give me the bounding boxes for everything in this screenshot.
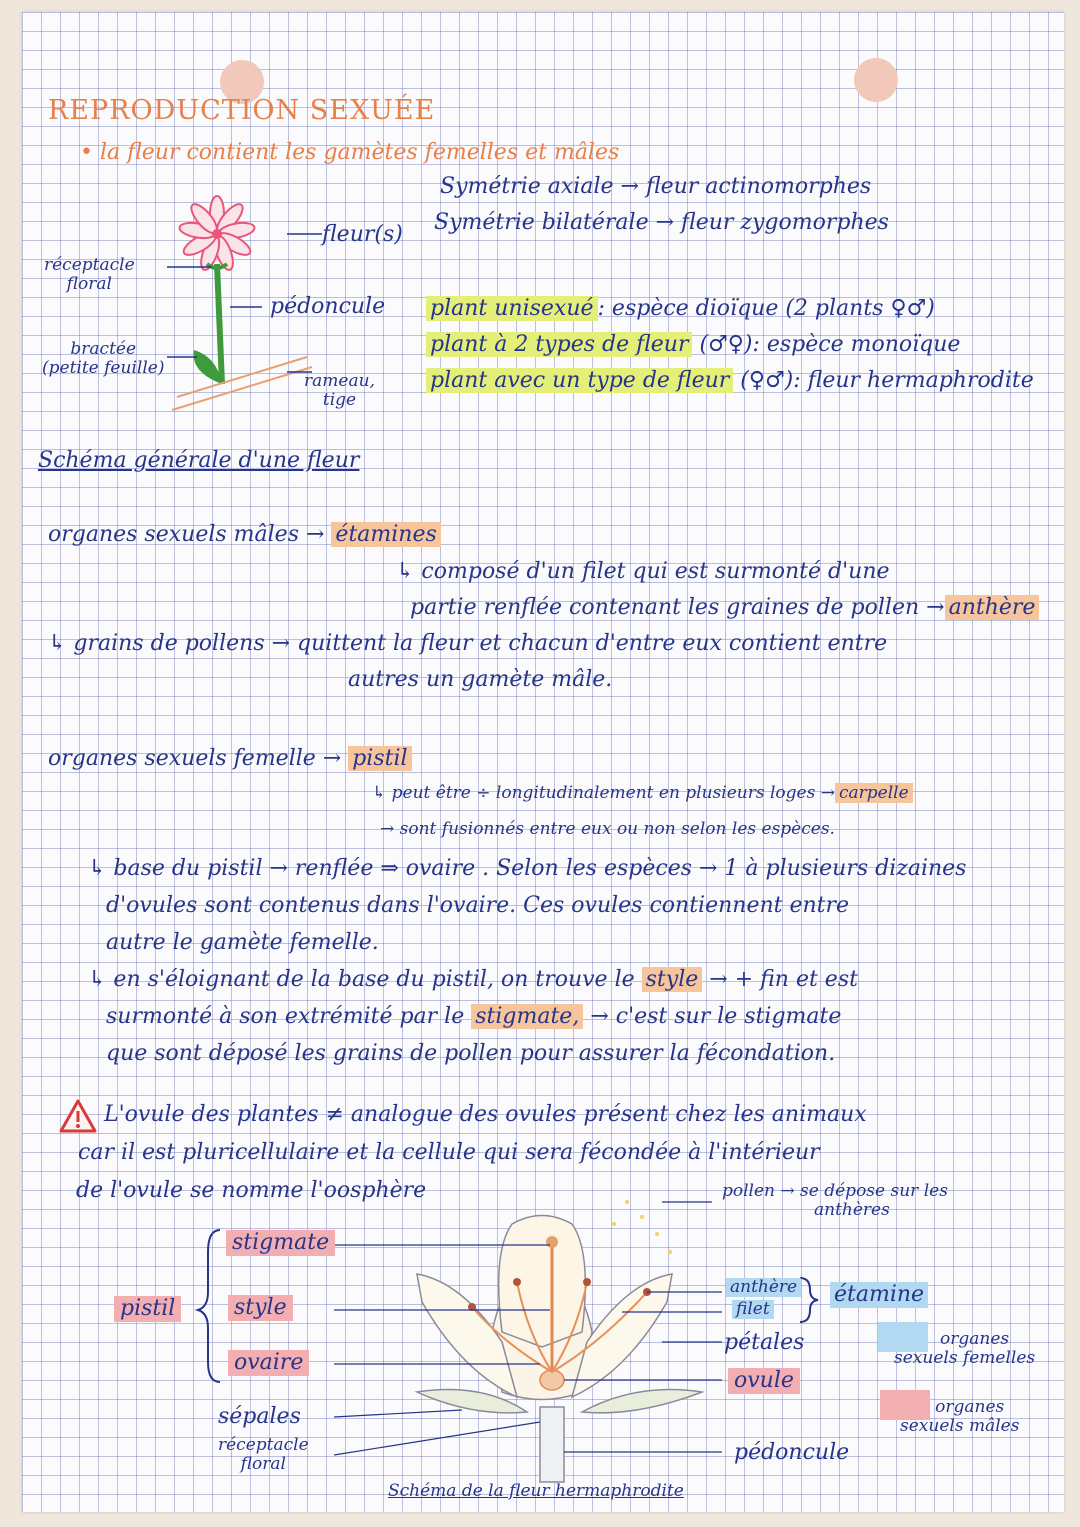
warning-text: L'ovule des plantes ≠ analogue des ovules présent chez les animaux car il est pluricellulaire et la cellule qui sera fécondée à l'intérieur de l'ovule se nomme l'oosphère [76, 1102, 867, 1203]
notebook-page [22, 12, 1064, 1512]
label-rameau: rameau, tige [304, 371, 375, 410]
legend-male: organes sexuels mâles [900, 1397, 1020, 1436]
label-bractee: bractée (petite feuille) [42, 339, 165, 378]
diagram-caption-general: Schéma générale d'une fleur [38, 448, 360, 473]
male-line-4: autres un gamète mâle. [348, 667, 613, 692]
page-subtitle: • la fleur contient les gamètes femelles et mâles [80, 140, 620, 165]
label-petales: pétales [724, 1330, 805, 1355]
symmetry-axial: Symétrie axiale → fleur actinomorphes [440, 174, 872, 199]
male-line-2: partie renflée contenant les graines de pollen → anthère [410, 595, 1039, 621]
label-etamine: étamine [830, 1282, 928, 1308]
legend-female: organes sexuels femelles [894, 1329, 1036, 1368]
diagram-caption-hermaphrodite: Schéma de la fleur hermaphrodite [388, 1481, 684, 1501]
label-receptacle: réceptacle floral [44, 255, 135, 294]
plant-type-two-types: plant à 2 types de fleur (♂♀): espèce monoïque [426, 332, 960, 358]
warning-icon [58, 1098, 98, 1134]
label-pedoncule-bottom: pédoncule [734, 1440, 850, 1465]
page-title: REPRODUCTION SEXUÉE [48, 95, 436, 126]
label-ovule: ovule [728, 1368, 800, 1394]
label-pistil: pistil [114, 1296, 181, 1322]
male-line-3: ↳ grains de pollens → quittent la fleur et chacun d'entre eux contient entre [48, 631, 888, 656]
plant-type-one-type: plant avec un type de fleur (♀♂): fleur hermaphrodite [426, 368, 1034, 394]
label-receptacle-floral: réceptacle floral [218, 1435, 309, 1474]
label-stigmate: stigmate [226, 1230, 335, 1256]
female-line-2: → sont fusionnés entre eux ou non selon les espèces. [380, 819, 835, 839]
label-style: style [228, 1295, 293, 1321]
female-details: ↳ base du pistil → renflée ⇒ ovaire . Selon les espèces → 1 à plusieurs dizaines d'ovules sont contenus dans l'ovaire. Ces ovules contiennent entre autre le gamète femelle. ↳ en s'éloignant de la base du pistil, on trouve le style → + fin et est surmonté à son extrémité par le stigmate, → c'est sur le stigmate que sont déposé les grains de pollen pour assurer la fécondation. [88, 856, 967, 1066]
male-organs-heading: organes sexuels mâles → étamines [48, 522, 441, 548]
label-filet: filet [732, 1300, 774, 1319]
label-pedoncule: pédoncule [270, 294, 386, 319]
label-pollen: pollen → se dépose sur les anthères [722, 1181, 948, 1220]
plant-type-unisexue: plant unisexué : espèce dioïque (2 plants ♀♂) [426, 296, 935, 322]
female-organs-heading: organes sexuels femelle → pistil [48, 746, 412, 772]
female-line-1: ↳ peut être ÷ longitudinalement en plusieurs loges → carpelle [372, 784, 913, 803]
male-line-1: ↳ composé d'un filet qui est surmonté d'une [396, 559, 890, 584]
label-sepales: sépales [218, 1404, 301, 1429]
label-ovaire: ovaire [228, 1350, 309, 1376]
symmetry-bilateral: Symétrie bilatérale → fleur zygomorphes [434, 210, 889, 235]
label-fleurs: fleur(s) [322, 222, 403, 247]
label-anthere: anthère [726, 1278, 801, 1297]
